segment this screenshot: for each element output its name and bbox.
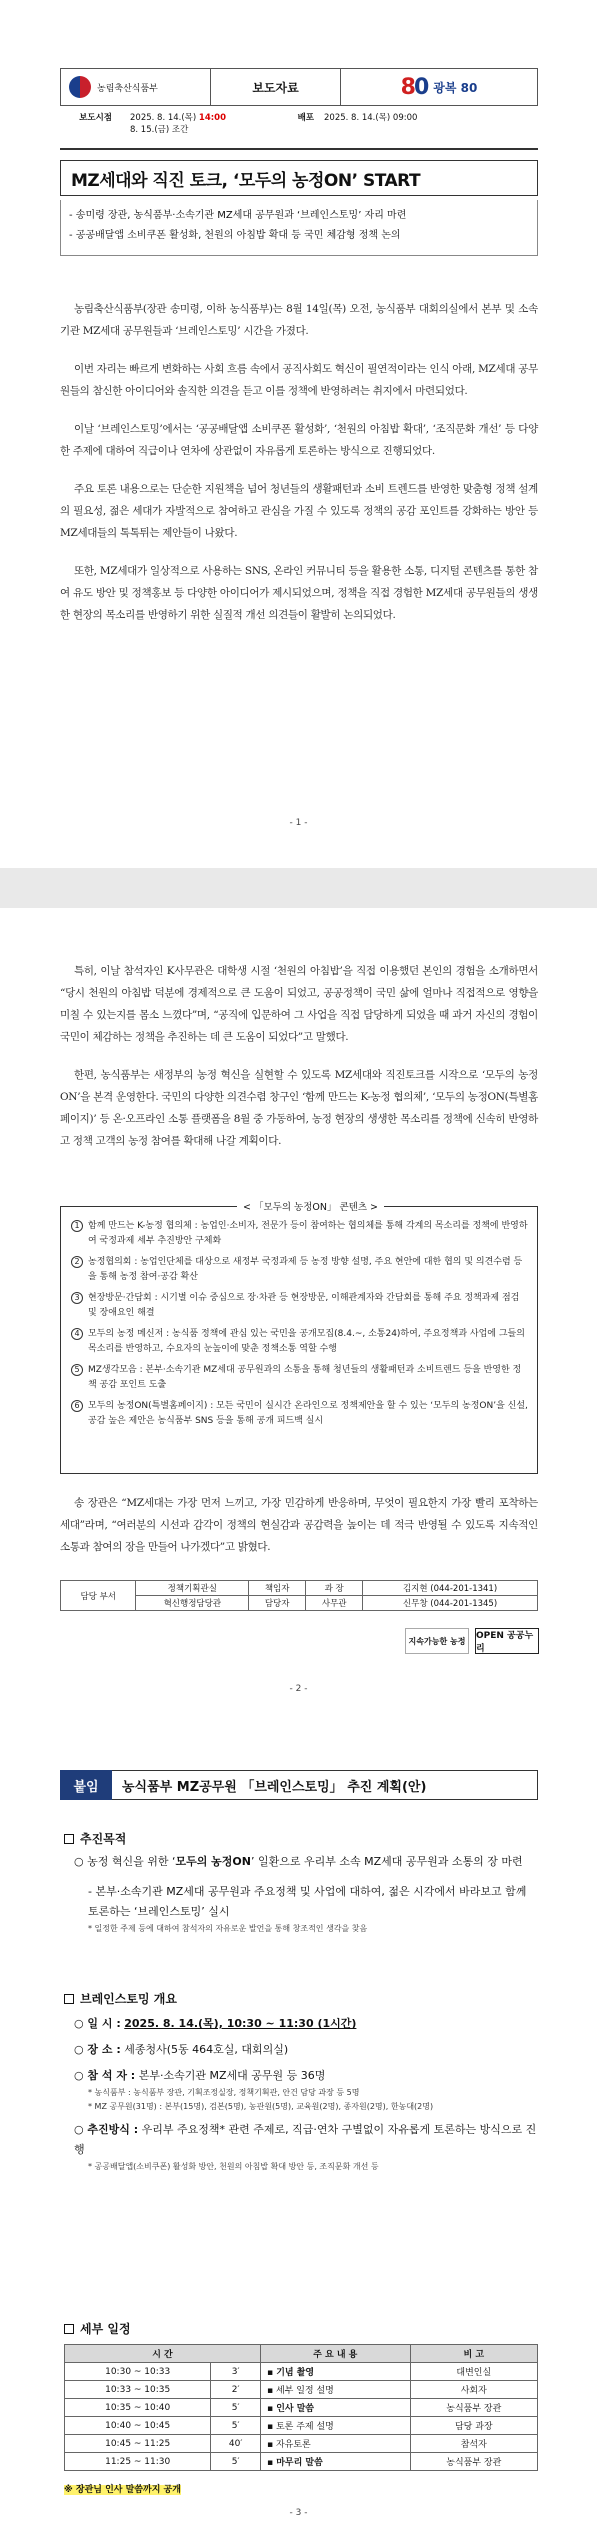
cell-time: 10:35 ~ 10:40 <box>65 2399 211 2417</box>
text-span: ’ 일환으로 우리부 소속 MZ세대 공무원과 소통의 장 마련 <box>251 1855 523 1868</box>
cell-time: 10:30 ~ 10:33 <box>65 2363 211 2381</box>
section-schedule <box>64 2320 131 2337</box>
appendix-tag: 붙임 <box>60 1770 112 1800</box>
item-number: 1 <box>71 1220 83 1232</box>
text-span: 우리부 주요정책* 관련 주제로, 직급·연차 구별없이 자유롭게 토론하는 방식으로 진행 <box>74 2123 537 2156</box>
list-item <box>71 1327 529 1357</box>
item-number: 3 <box>71 1292 83 1304</box>
embargo-time: 14:00 <box>198 113 226 123</box>
text-span: 2025. 8. 14.(목), 10:30 ~ 11:30 (1시간) <box>124 2017 357 2030</box>
text-span: 본부·소속기관 MZ세대 공무원 등 36명 <box>138 2069 326 2082</box>
body-text <box>60 298 538 642</box>
list-item <box>71 1363 529 1393</box>
cell-item: ▪ 마무리 말씀 <box>260 2453 410 2471</box>
col-header: 시 간 <box>65 2345 261 2363</box>
body-text-2 <box>60 1492 538 1574</box>
table-row <box>61 1581 538 1596</box>
schedule-note-text: ※ 장관님 인사 말씀까지 공개 <box>64 2485 181 2495</box>
cell-time: 11:25 ~ 11:30 <box>65 2453 211 2471</box>
item-text: 농정협의회 : 농업인단체를 대상으로 새정부 국정과제 등 농정 방향 설명, 주요 현안에 대한 협의 및 의견수렴 등을 통해 농정 참여·공감 확산 <box>88 1257 523 1282</box>
contents-box <box>60 1202 538 1474</box>
text-span: ○ 농정 혁신을 위한 ‘ <box>74 1855 176 1868</box>
cell-item: ▪ 자유토론 <box>260 2435 410 2453</box>
table-row <box>65 2417 538 2435</box>
list-item <box>71 1255 529 1285</box>
open-license-logo: OPEN 공공누리 <box>475 1628 539 1654</box>
page-1 <box>0 0 597 868</box>
cell-note: 담당 과장 <box>410 2417 537 2435</box>
cell-note: 농식품부 장관 <box>410 2399 537 2417</box>
square-bullet-icon <box>64 2324 74 2334</box>
page-number: - 2 - <box>289 1684 308 1694</box>
table-row <box>65 2453 538 2471</box>
item-text: 함께 만드는 K-농정 협의체 : 농업인·소비자, 전문가 등이 참여하는 협의체를 통해 각계의 목소리를 정책에 반영하여 국정과제 세부 추진방안 구체화 <box>88 1221 528 1246</box>
overview-note-1: * 농식품부 : 농식품부 장관, 기획조정실장, 정책기획관, 안건 담당 과장 등 5명 <box>88 2088 360 2097</box>
paragraph: 이번 자리는 빠르게 변화하는 사회 흐름 속에서 공직사회도 혁신이 필연적이라는 인식 아래, MZ세대 공무원들의 참신한 아이디어와 솔직한 의견을 듣고 이를 정책에 반영하려는 취지에서 마련되었다. <box>60 363 538 397</box>
subtitle-2: - 공공배달앱 소비쿠폰 활성화, 천원의 아침밥 확대 등 국민 체감형 정책 논의 <box>69 230 401 241</box>
square-bullet-icon <box>64 1834 74 1844</box>
section-purpose <box>64 1830 126 1847</box>
schedule-note <box>64 2480 538 2500</box>
item-number: 2 <box>71 1256 83 1268</box>
cell-min: 5′ <box>211 2453 261 2471</box>
paragraph: 주요 토론 내용으로는 단순한 지원책을 넘어 청년들의 생활패턴과 소비 트렌드를 반영한 맞춤형 정책 설계의 필요성, 젊은 세대가 자발적으로 참여하고 관심을 가질 수 있도록 정책의 공감 포인트를 강화하는 방안 등 MZ세대들의 톡톡튀는 제안들이 나왔다. <box>60 483 538 539</box>
dept-2: 혁신행정담당관 <box>136 1596 249 1611</box>
ministry-cell <box>61 69 211 105</box>
subtitle-box <box>60 200 538 256</box>
text-span: ○ 장 소 : <box>74 2043 121 2056</box>
cell-item: ▪ 세부 일정 설명 <box>260 2381 410 2399</box>
list-item <box>71 1291 529 1321</box>
overview-date <box>74 2014 538 2034</box>
cell-item: ▪ 기념 촬영 <box>260 2363 410 2381</box>
purpose-text <box>64 1852 538 1936</box>
section-heading: 브레인스토밍 개요 <box>80 1992 177 2006</box>
role-2: 담당자 <box>249 1596 306 1611</box>
dept-label: 담당 부서 <box>61 1581 136 1611</box>
ministry-name: 농림축산식품부 <box>97 83 158 94</box>
text-span: 모두의 농정ON <box>175 1855 251 1868</box>
overview-method <box>74 2120 538 2160</box>
col-header: 비 고 <box>410 2345 537 2363</box>
cell-time: 10:33 ~ 10:35 <box>65 2381 211 2399</box>
divider <box>60 148 538 150</box>
body-text <box>60 960 538 1168</box>
page-title: MZ세대와 직진 토크, ‘모두의 농정ON’ START <box>60 160 538 196</box>
gov-emblem-icon <box>69 76 91 98</box>
item-text: 모두의 농정 메신저 : 농식품 정책에 관심 있는 국민을 공개모집(8.4.~, 소통24)하여, 주요정책과 사업에 그들의 목소리를 반영하고, 수요자의 눈높이에 맞춘 정책소통 역할 수행 <box>88 1329 525 1354</box>
paragraph: 또한, MZ세대가 일상적으로 사용하는 SNS, 온라인 커뮤니티 등을 활용한 소통, 디지털 콘텐츠를 통한 참여 유도 방안 및 정책홍보 등 다양한 아이디어가 제시되었으며, 정책을 직접 경험한 MZ세대 공무원들의 생생한 현장의 목소리를 반영하기 위한 실질적 개선 의견들이 활발히 논의되었다. <box>60 565 538 621</box>
section-heading: 추진목적 <box>80 1832 127 1846</box>
page-number: - 3 - <box>289 2508 308 2518</box>
footer-logos <box>405 1628 539 1654</box>
cell-min: 40′ <box>211 2435 261 2453</box>
page-2 <box>0 908 597 1728</box>
cell-min: 5′ <box>211 2399 261 2417</box>
cell-time: 10:45 ~ 11:25 <box>65 2435 211 2453</box>
cell-note: 사회자 <box>410 2381 537 2399</box>
list-item <box>71 1219 529 1249</box>
cell-time: 10:40 ~ 10:45 <box>65 2417 211 2435</box>
person-1: 김지현 (044-201-1341) <box>363 1581 538 1596</box>
text-span: ○ 추진방식 : <box>74 2123 139 2136</box>
logo-text: 광복 80 <box>433 80 478 95</box>
purpose-line-1 <box>74 1852 538 1872</box>
section-overview <box>64 1990 177 2007</box>
subtitle-1: - 송미령 장관, 농식품부·소속기관 MZ세대 공무원과 ‘브레인스토밍’ 자리 마련 <box>69 210 407 221</box>
cell-min: 2′ <box>211 2381 261 2399</box>
contents-caption: < 「모두의 농정ON」 콘텐츠 > <box>237 1199 384 1213</box>
role-1: 책임자 <box>249 1581 306 1596</box>
dist-value: 2025. 8. 14.(목) 09:00 <box>324 113 418 123</box>
policy-logo: 지속가능한 농정 <box>405 1628 469 1654</box>
embargo-value <box>120 112 288 136</box>
schedule-table <box>64 2344 538 2471</box>
embargo-label: 보도시점 <box>79 113 112 123</box>
text-span: ○ 일 시 : <box>74 2017 121 2030</box>
dept-1: 정책기획관실 <box>136 1581 249 1596</box>
page-3 <box>0 1728 597 2527</box>
anniversary-logo <box>341 75 537 100</box>
cell-item: ▪ 토론 주제 설명 <box>260 2417 410 2435</box>
table-row <box>65 2435 538 2453</box>
item-text: MZ생각모음 : 본부·소속기관 MZ세대 공무원과의 소통을 통해 청년들의 생활패턴과 소비트렌드 등을 반영한 정책 공감 포인트 도출 <box>88 1365 522 1390</box>
item-number: 4 <box>71 1328 83 1340</box>
overview-place <box>74 2040 538 2060</box>
overview-text <box>64 2014 538 2174</box>
appendix-header <box>60 1770 538 1800</box>
paragraph: 한편, 농식품부는 새정부의 농정 혁신을 실현할 수 있도록 MZ세대와 직진토크를 시작으로 ‘모두의 농정ON’을 본격 운영한다. 국민의 다양한 의견수렴 창구인 ‘함께 만드는 K-농정 협의체’, ‘모두의 농정ON(특별홈페이지)’ 등 온·오프라인 소통 플랫폼을 8월 중 가동하여, 농정 현장의 생생한 목소리를 정책에 신속히 반영하고 정책 고객의 농정 참여를 확대해 나갈 계획이다. <box>60 1069 538 1147</box>
embargo-line1: 2025. 8. 14.(목) <box>130 113 199 123</box>
text-span: ○ 참 석 자 : <box>74 2069 136 2082</box>
cell-note: 대변인실 <box>410 2363 537 2381</box>
overview-note-2: * MZ 공무원(31명) : 본부(15명), 검본(5명), 농관원(5명), 교육원(2명), 종자원(2명), 한농대(2명) <box>88 2102 434 2111</box>
dist-label: 배포 <box>297 113 314 123</box>
item-number: 5 <box>71 1364 83 1376</box>
overview-method-note: * 공공배달앱(소비쿠폰) 활성화 방안, 천원의 아침밥 확대 방안 등, 조직문화 개선 등 <box>88 2162 379 2171</box>
item-text: 현장방문·간담회 : 시기별 이슈 중심으로 장·차관 등 현장방문, 이해관계자와 간담회를 통해 주요 정책과제 점검 및 장애요인 해결 <box>88 1293 520 1318</box>
paragraph: 송 장관은 “MZ세대는 가장 먼저 느끼고, 가장 민감하게 반응하며, 무엇이 필요한지 가장 빨리 포착하는 세대”라며, “여러분의 시선과 감각이 정책의 현실감과 공감력을 높이는 데 적극 반영될 수 있도록 지속적인 소통과 참여의 장을 만들어 나가겠다”고 밝혔다. <box>60 1497 538 1553</box>
logo-80-icon: 80 <box>400 74 428 100</box>
square-bullet-icon <box>64 1994 74 2004</box>
list-item <box>71 1399 529 1429</box>
person-2: 신무창 (044-201-1345) <box>363 1596 538 1611</box>
table-header-row <box>65 2345 538 2363</box>
page-gap <box>0 868 597 908</box>
cell-item: ▪ 인사 말씀 <box>260 2399 410 2417</box>
purpose-line-2: - 본부·소속기관 MZ세대 공무원과 주요정책 및 사업에 대하여, 젊은 시각에서 바라보고 함께 토론하는 ‘브레인스토밍’ 실시 <box>88 1885 527 1918</box>
paragraph: 이날 ‘브레인스토밍’에서는 ‘공공배달앱 소비쿠폰 활성화’, ‘천원의 아침밥 확대’, ‘조직문화 개선’ 등 다양한 주제에 대하여 직급이나 연차에 상관없이 자유롭게 토론하는 방식으로 진행되었다. <box>60 423 538 457</box>
cell-min: 5′ <box>211 2417 261 2435</box>
paragraph: 농림축산식품부(장관 송미령, 이하 농식품부)는 8월 14일(목) 오전, 농식품부 대회의실에서 본부 및 소속기관 MZ세대 공무원들과 ‘브레인스토밍’ 시간을 가졌다. <box>60 303 538 337</box>
embargo-info <box>60 112 538 136</box>
appendix-title: 농식품부 MZ공무원 「브레인스토밍」 추진 계획(안) <box>112 1770 538 1800</box>
contact-table <box>60 1580 538 1611</box>
table-row <box>65 2399 538 2417</box>
doc-type: 보도자료 <box>211 69 341 105</box>
embargo-line2: 8. 15.(금) 조간 <box>130 125 189 135</box>
item-number: 6 <box>71 1400 83 1412</box>
press-header <box>60 68 538 106</box>
section-heading: 세부 일정 <box>80 2322 131 2336</box>
col-header: 주 요 내 용 <box>260 2345 410 2363</box>
purpose-note: * 일정한 주제 등에 대하여 참석자의 자유로운 발언을 통해 창조적인 생각을 찾음 <box>88 1924 368 1933</box>
table-row <box>65 2363 538 2381</box>
cell-min: 3′ <box>211 2363 261 2381</box>
table-row <box>65 2381 538 2399</box>
text-span: 세종청사(5동 464호실, 대회의실) <box>124 2043 289 2056</box>
title-1: 과 장 <box>306 1581 363 1596</box>
title-2: 사무관 <box>306 1596 363 1611</box>
cell-note: 참석자 <box>410 2435 537 2453</box>
contents-list <box>61 1207 537 1429</box>
cell-note: 농식품부 장관 <box>410 2453 537 2471</box>
item-text: 모두의 농정ON(특별홈페이지) : 모든 국민이 실시간 온라인으로 정책제안을 할 수 있는 ‘모두의 농정ON’을 신설, 공감 높은 제안은 농식품부 SNS 등을 통해 공개 피드백 실시 <box>88 1401 528 1426</box>
overview-attendees <box>74 2066 538 2086</box>
page-number: - 1 - <box>289 818 308 828</box>
paragraph: 특히, 이날 참석자인 K사무관은 대학생 시절 ‘천원의 아침밥’을 직접 이용했던 본인의 경험을 소개하면서 “당시 천원의 아침밥 덕분에 경제적으로 큰 도움이 되었고, 공공정책이 국민 삶에 얼마나 직접적으로 영향을 미칠 수 있는지를 몸소 느꼈다”며, “공직에 입문하여 그 사업을 직접 담당하게 되었을 때 과거 자신의 경험이 국민이 체감하는 정책을 추진하는 데 큰 도움이 되었다”고 말했다. <box>60 965 538 1043</box>
